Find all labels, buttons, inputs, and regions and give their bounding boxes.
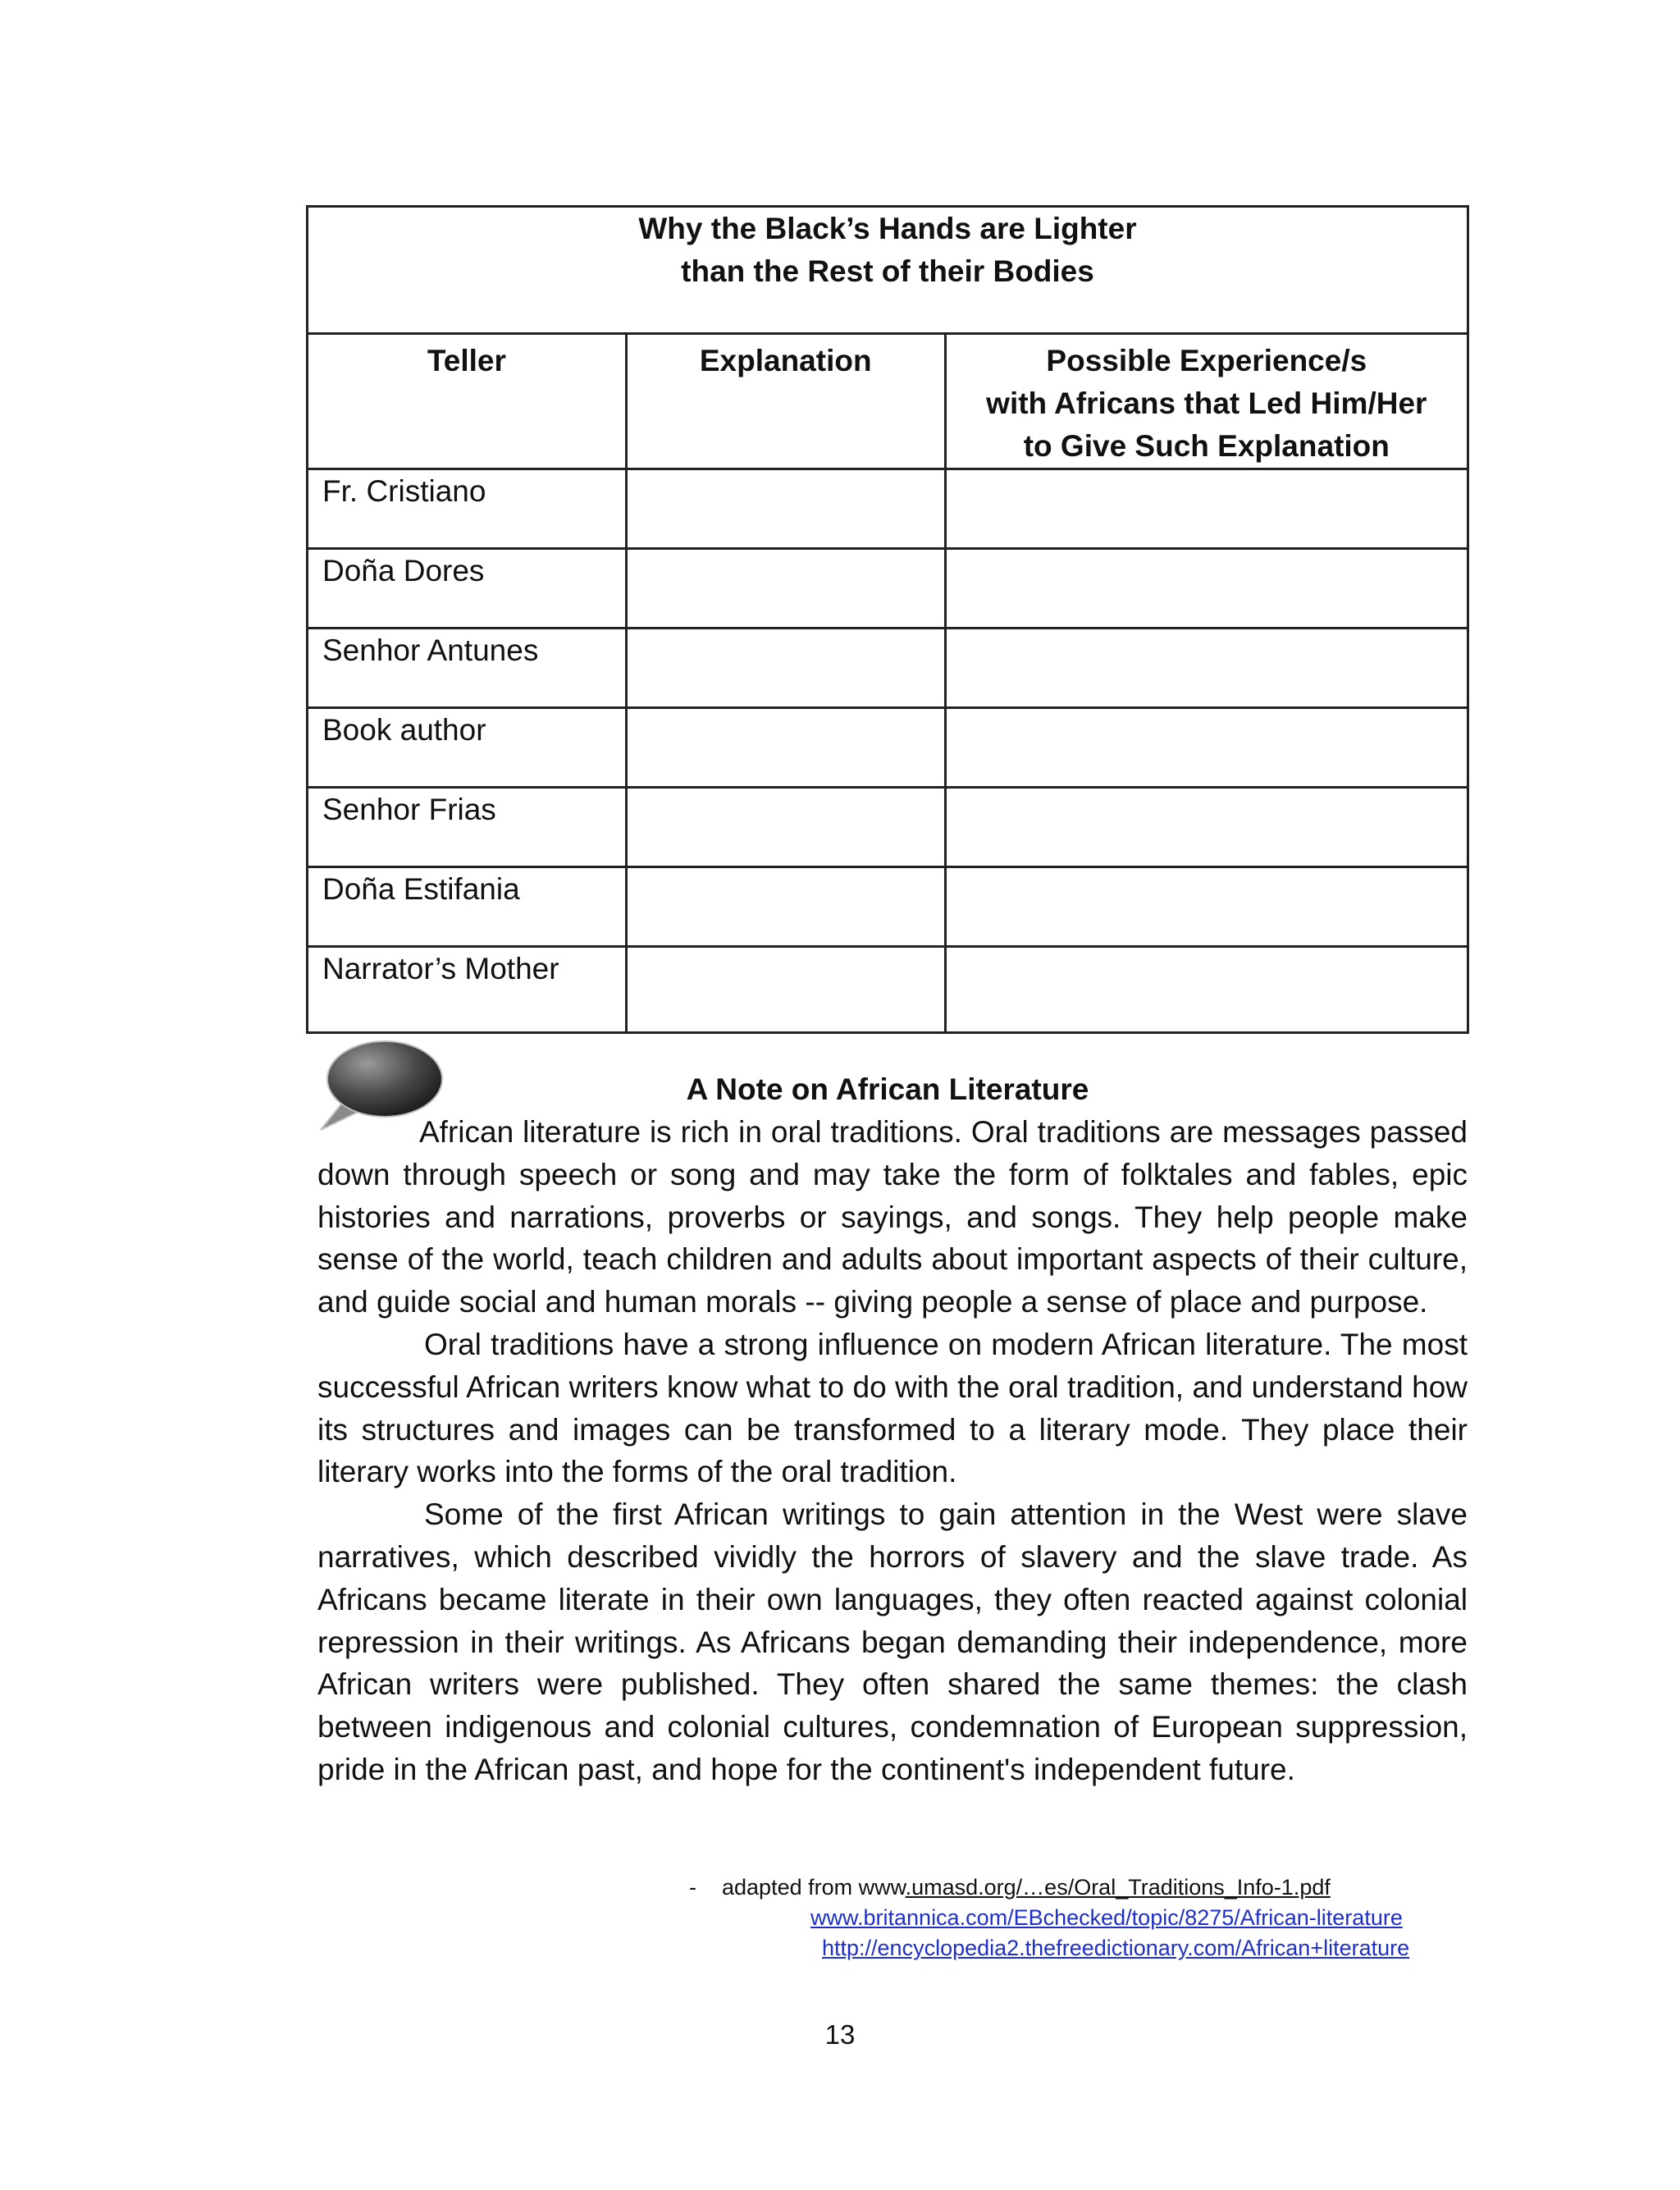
explanation-cell[interactable] [626, 629, 945, 708]
experience-cell[interactable] [945, 708, 1468, 788]
explanation-cell[interactable] [626, 469, 945, 549]
tellers-worksheet-table [306, 205, 1469, 1034]
table-row [308, 708, 1468, 788]
header-experience-line-2: with Africans that Led Him/Her [986, 386, 1427, 420]
header-experience-line-1: Possible Experience/s [1046, 344, 1367, 377]
teller-name: Doña Estifania [322, 872, 520, 906]
table-header-row [308, 334, 1468, 469]
page-number: 13 [824, 2019, 856, 2050]
experience-cell[interactable] [945, 867, 1468, 947]
teller-name: Fr. Cristiano [322, 474, 486, 508]
experience-cell[interactable] [945, 788, 1468, 867]
explanation-cell[interactable] [626, 947, 945, 1033]
explanation-cell[interactable] [626, 549, 945, 629]
header-teller-label: Teller [427, 344, 506, 377]
teller-cell [308, 549, 627, 629]
table-title-line-2: than the Rest of their Bodies [681, 254, 1094, 288]
source-link-britannica[interactable]: www.britannica.com/EBchecked/topic/8275/African-literature [810, 1905, 1403, 1930]
source-prefix: adapted from www [722, 1875, 906, 1900]
table-row [308, 947, 1468, 1033]
source-line-1 [689, 1872, 1331, 1903]
table-row [308, 549, 1468, 629]
source-dash: - [689, 1875, 696, 1900]
table-row [308, 788, 1468, 867]
teller-cell [308, 867, 627, 947]
note-body [317, 1111, 1468, 1791]
teller-cell [308, 469, 627, 549]
teller-cell [308, 708, 627, 788]
teller-cell [308, 788, 627, 867]
experience-cell[interactable] [945, 469, 1468, 549]
header-explanation-label: Explanation [699, 344, 872, 377]
table-row [308, 629, 1468, 708]
note-paragraph: Some of the first African writings to gain attention in the West were slave narratives, which described vividly the horrors of slavery and the slave trade. As Africans became literate in their own languages, they often reacted against colonial repression in their writings. As Africans began demanding their independence, more African writers were published. They often shared the same themes: the clash between indigenous and colonial cultures, condemnation of European suppression, pride in the African past, and hope for the continent's independent future. [317, 1497, 1468, 1786]
header-explanation [626, 334, 945, 469]
source-line-3 [822, 1933, 1409, 1964]
teller-name: Senhor Frias [322, 793, 496, 826]
experience-cell[interactable] [945, 629, 1468, 708]
header-experience [945, 334, 1468, 469]
teller-name: Senhor Antunes [322, 633, 539, 667]
teller-cell [308, 947, 627, 1033]
table-title [308, 207, 1468, 334]
experience-cell[interactable] [945, 549, 1468, 629]
note-title: A Note on African Literature [686, 1072, 1089, 1106]
header-teller [308, 334, 627, 469]
note-paragraph: African literature is rich in oral traditions. Oral traditions are messages passed down through speech or song and may take the form of folktales and fables, epic histories and narrations, proverbs or sayings, and songs. They help people make sense of the world, teach children and adults about important aspects of their culture, and guide social and human morals -- giving people a sense of place and purpose. [317, 1115, 1468, 1319]
teller-cell [308, 629, 627, 708]
table-row [308, 469, 1468, 549]
sources-list [689, 1872, 1410, 1960]
teller-name: Doña Dores [322, 554, 485, 588]
teller-name: Book author [322, 713, 486, 747]
source-link-umasd[interactable]: .umasd.org/…es/Oral_Traditions_Info-1.pdf [905, 1875, 1331, 1900]
source-link-freedictionary[interactable]: http://encyclopedia2.thefreedictionary.com/African+literature [822, 1936, 1410, 1960]
explanation-cell[interactable] [626, 708, 945, 788]
explanation-cell[interactable] [626, 788, 945, 867]
experience-cell[interactable] [945, 947, 1468, 1033]
table-title-row [308, 207, 1468, 334]
header-experience-line-3: to Give Such Explanation [1023, 429, 1390, 463]
source-line-2 [810, 1903, 1403, 1933]
table-row [308, 867, 1468, 947]
explanation-cell[interactable] [626, 867, 945, 947]
table-title-line-1: Why the Black’s Hands are Lighter [638, 212, 1137, 245]
note-paragraph: Oral traditions have a strong influence on modern African literature. The most successful African writers know what to do with the oral tradition, and understand how its structures and images can be transformed to a literary mode. They place their literary works into the forms of the oral tradition. [317, 1327, 1468, 1489]
teller-name: Narrator’s Mother [322, 952, 559, 985]
